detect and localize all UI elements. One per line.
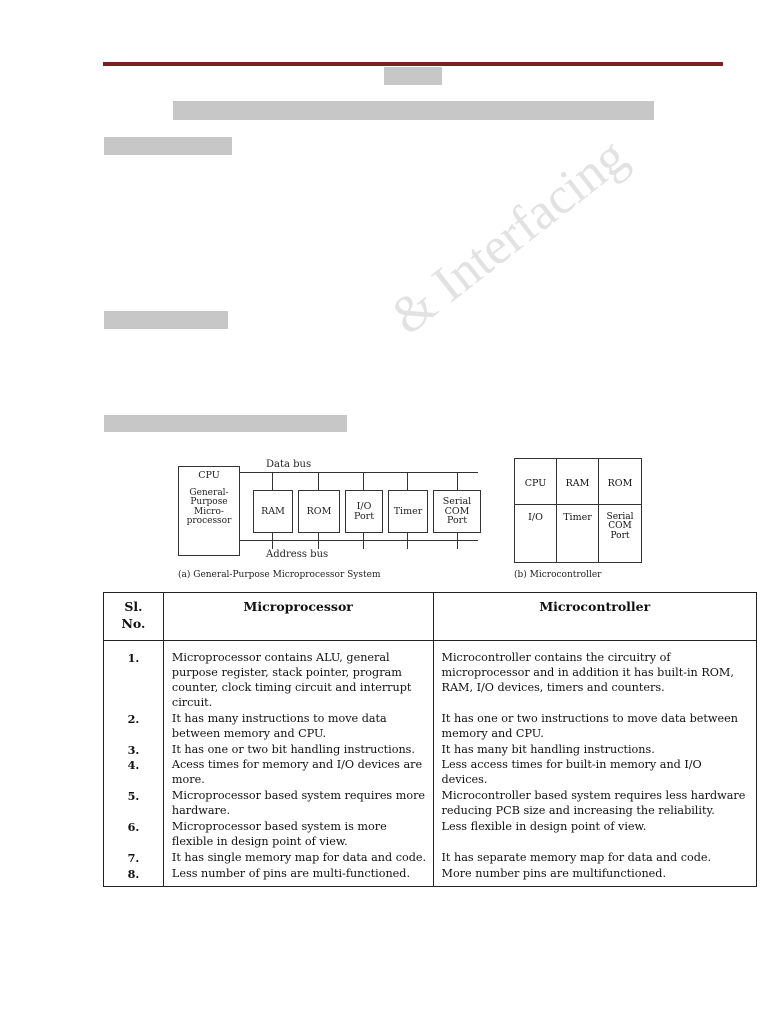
redacted-chapter-title xyxy=(173,101,654,120)
cpu-label: CPU xyxy=(198,470,220,481)
grid-divider xyxy=(556,459,557,562)
figure-b-caption: (b) Microcontroller xyxy=(514,570,602,580)
table-row xyxy=(104,742,757,758)
io-port-block: I/O Port xyxy=(345,490,383,533)
connector xyxy=(407,472,408,490)
table-row xyxy=(104,819,757,850)
cpu-description: General- Purpose Micro- processor xyxy=(186,487,232,527)
cpu-block xyxy=(178,466,240,556)
microcontroller-cell: It has one or two instructions to move data between memory and CPU. xyxy=(433,711,756,742)
microcontroller-cell: Less flexible in design point of view. xyxy=(433,819,756,850)
connector xyxy=(363,472,364,490)
table-row xyxy=(104,788,757,819)
column-header-sl-no: Sl. No. xyxy=(104,593,164,641)
microcontroller-cell: It has many bit handling instructions. xyxy=(433,742,756,758)
row-number: 6. xyxy=(104,819,164,850)
microprocessor-cell: Acess times for memory and I/O devices are more. xyxy=(163,757,433,788)
microcontroller-cell: Microcontroller contains the circuitry of microprocessor and in addition it has built-in ROM, RAM, I/O devices, timers and counters. xyxy=(433,641,756,711)
redacted-heading-1 xyxy=(104,137,232,155)
microcontroller-cell: It has separate memory map for data and code. xyxy=(433,850,756,866)
table-row xyxy=(104,711,757,742)
connector xyxy=(363,531,364,549)
table-header-row xyxy=(104,593,757,641)
microcontroller-cell: Microcontroller based system requires less hardware reducing PCB size and increasing the reliability. xyxy=(433,788,756,819)
microprocessor-cell: Less number of pins are multi-functioned. xyxy=(163,866,433,886)
microprocessor-cell: Microprocessor contains ALU, general purpose register, stack pointer, program counter, clock timing circuit and interrupt circuit. xyxy=(163,641,433,711)
table-row xyxy=(104,757,757,788)
mc-timer-cell: Timer xyxy=(563,512,592,523)
column-header-microprocessor: Microprocessor xyxy=(163,593,433,641)
ram-block: RAM xyxy=(253,490,293,533)
data-bus-line xyxy=(240,472,478,473)
row-number: 4. xyxy=(104,757,164,788)
mc-io-cell: I/O xyxy=(528,512,543,523)
row-number: 1. xyxy=(104,641,164,711)
timer-block: Timer xyxy=(388,490,428,533)
watermark: & Interfacing xyxy=(380,127,638,346)
mc-serial-com-port-cell: Serial COM Port xyxy=(606,512,634,541)
table-row xyxy=(104,641,757,711)
redacted-heading-2 xyxy=(104,311,228,329)
table-row xyxy=(104,866,757,886)
serial-com-port-block: Serial COM Port xyxy=(433,490,481,533)
row-number: 2. xyxy=(104,711,164,742)
figure-microcontroller xyxy=(514,458,642,563)
connector xyxy=(318,472,319,490)
microprocessor-cell: Microprocessor based system requires more hardware. xyxy=(163,788,433,819)
microprocessor-cell: It has many instructions to move data between memory and CPU. xyxy=(163,711,433,742)
row-number: 7. xyxy=(104,850,164,866)
connector xyxy=(272,472,273,490)
figure-a-caption: (a) General-Purpose Microprocessor System xyxy=(178,570,381,580)
redacted-unit-label xyxy=(384,67,442,85)
row-number: 3. xyxy=(104,742,164,758)
grid-divider xyxy=(598,459,599,562)
rom-block: ROM xyxy=(298,490,340,533)
mc-cpu-cell: CPU xyxy=(524,478,547,489)
microprocessor-cell: It has one or two bit handling instructions. xyxy=(163,742,433,758)
connector xyxy=(272,531,273,549)
grid-divider xyxy=(515,504,641,505)
microprocessor-cell: Microprocessor based system is more flexible in design point of view. xyxy=(163,819,433,850)
connector xyxy=(407,531,408,549)
column-header-microcontroller: Microcontroller xyxy=(433,593,756,641)
address-bus-label: Address bus xyxy=(266,549,329,560)
row-number: 5. xyxy=(104,788,164,819)
data-bus-label: Data bus xyxy=(266,459,312,470)
table-row xyxy=(104,850,757,866)
connector xyxy=(457,472,458,490)
connector xyxy=(457,531,458,549)
row-number: 8. xyxy=(104,866,164,886)
redacted-heading-3 xyxy=(104,415,347,432)
microcontroller-cell: More number pins are multifunctioned. xyxy=(433,866,756,886)
address-bus-line xyxy=(240,540,478,541)
comparison-table xyxy=(103,592,757,887)
header-rule xyxy=(103,62,723,66)
microcontroller-cell: Less access times for built-in memory and I/O devices. xyxy=(433,757,756,788)
connector xyxy=(318,531,319,549)
microprocessor-cell: It has single memory map for data and code. xyxy=(163,850,433,866)
mc-ram-cell: RAM xyxy=(565,478,590,489)
mc-rom-cell: ROM xyxy=(607,478,633,489)
